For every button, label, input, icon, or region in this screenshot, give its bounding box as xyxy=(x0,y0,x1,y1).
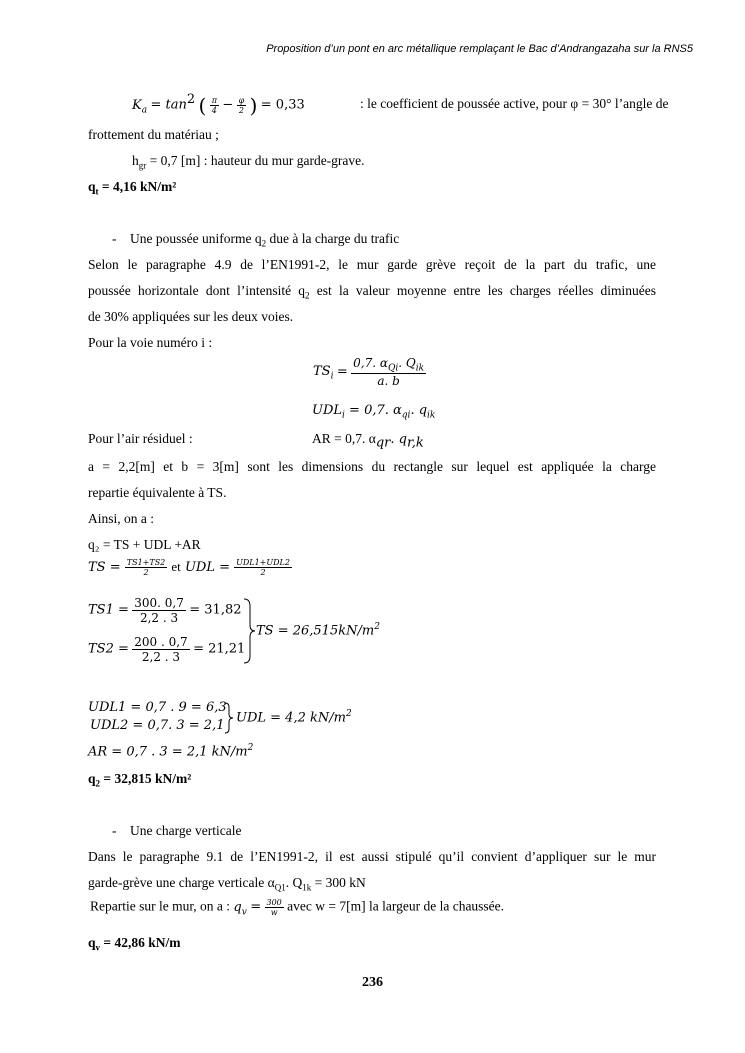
para1-line4: Pour la voie numéro i : xyxy=(88,335,213,350)
ts-udl-definitions: TS = $\frac{TS1+TS2}{2}$ et UDL = $\frac{\text{UDL1+UDL2}}{2}$ xyxy=(88,558,290,577)
para3-line1: Dans le paragraphe 9.1 de l’EN1991-2, il est aussi stipulé qu’il convient d’appliquer sur le mur xyxy=(88,849,656,864)
ka-description: : le coefficient de poussée active, pour φ = 30° l’angle de xyxy=(360,96,669,111)
ka-formula: $K_a = \tan^2$ ( $\frac{\pi}{4}$ − $\frac{\varphi}{2}$ ) = 0,33 xyxy=(132,92,305,118)
hgr-line: $h_{gr} = 0,7$ [m] : hauteur du mur garde-grave. xyxy=(132,153,365,171)
para3-line2: garde-grève une charge verticale $\alpha_{Q1}$. $Q_{1k} = 300$ kN xyxy=(88,875,366,893)
udl-brace xyxy=(223,702,235,734)
udl1-calc: UDL1 = 0,7 . 9 = 6,3 xyxy=(88,700,227,715)
para3-line3: Repartie sur le mur, on a : $q_v$ = $\frac{300}{w}$ avec w = 7[m] la largeur de la chaussée. xyxy=(90,898,505,918)
q2-result: $q_2 = 32,815$ kN/m² xyxy=(88,771,192,789)
para2-line2: repartie équivalente à TS. xyxy=(88,485,227,500)
q2-sum: q₂ = TS + UDL +AR xyxy=(88,537,201,552)
para2-line1: a = 2,2[m] et b = 3[m] sont les dimensions du rectangle sur lequel est appliquée la charge xyxy=(88,459,656,474)
bullet-uniform-thrust: - Une poussée uniforme $q_2$ due à la charge du trafic xyxy=(112,231,400,249)
ts2-calc: TS2 = $\frac{200 . 0,7}{2,2 . 3}$ = 21,21 xyxy=(88,635,246,664)
udli-formula: $UDL_i = 0,7$. $\alpha_{qi}$. $q_{ik}$ xyxy=(312,403,436,421)
ar-label: Pour l’air résiduel : xyxy=(88,431,193,446)
qv-result: $q_v = 42,86$ kN/m xyxy=(88,935,181,953)
udl-result: UDL = 4,2 $kN/m^2$ xyxy=(236,709,352,726)
ts1-calc: TS1 = $\frac{300. 0,7}{2,2 . 3}$ = 31,82 xyxy=(88,596,242,625)
q1-result: $q_t = 4,16$ kN/m² xyxy=(88,179,177,197)
para2-line3: Ainsi, on a : xyxy=(88,511,154,526)
para1-line3: de 30% appliquées sur les deux voies. xyxy=(88,309,294,324)
ar-formula: AR = 0,7. $\alpha_{qr}$. $q_{r,k}$ xyxy=(312,431,424,451)
ts-result: TS = $26,515kN/m^2$ xyxy=(256,622,380,639)
ka-description-cont: frottement du matériau ; xyxy=(88,127,219,142)
udl2-calc: UDL2 = 0,7. 3 = 2,1 xyxy=(90,718,225,733)
bullet-vertical-load: - Une charge verticale xyxy=(112,823,242,838)
tsi-formula: $TS_i$ = $\frac{0,7. \alpha_{Qi}. Q_{ik}}{a. b}$ xyxy=(313,356,425,389)
page-number: 236 xyxy=(362,975,383,990)
ts-brace xyxy=(242,598,256,664)
ar-value: AR = 0,7 . 3 = 2,1 $kN/m^2$ xyxy=(88,743,254,760)
para1-line1: Selon le paragraphe 4.9 de l’EN1991-2, le mur garde grève reçoit de la part du trafic, une xyxy=(88,257,656,272)
running-header: Proposition d’un pont en arc métallique remplaçant le Bac d’Andrangazaha sur la RNS5 xyxy=(266,43,693,55)
para1-line2: poussée horizontale dont l’intensité $q_2$ est la valeur moyenne entre les charges réelles diminuées xyxy=(88,283,657,301)
